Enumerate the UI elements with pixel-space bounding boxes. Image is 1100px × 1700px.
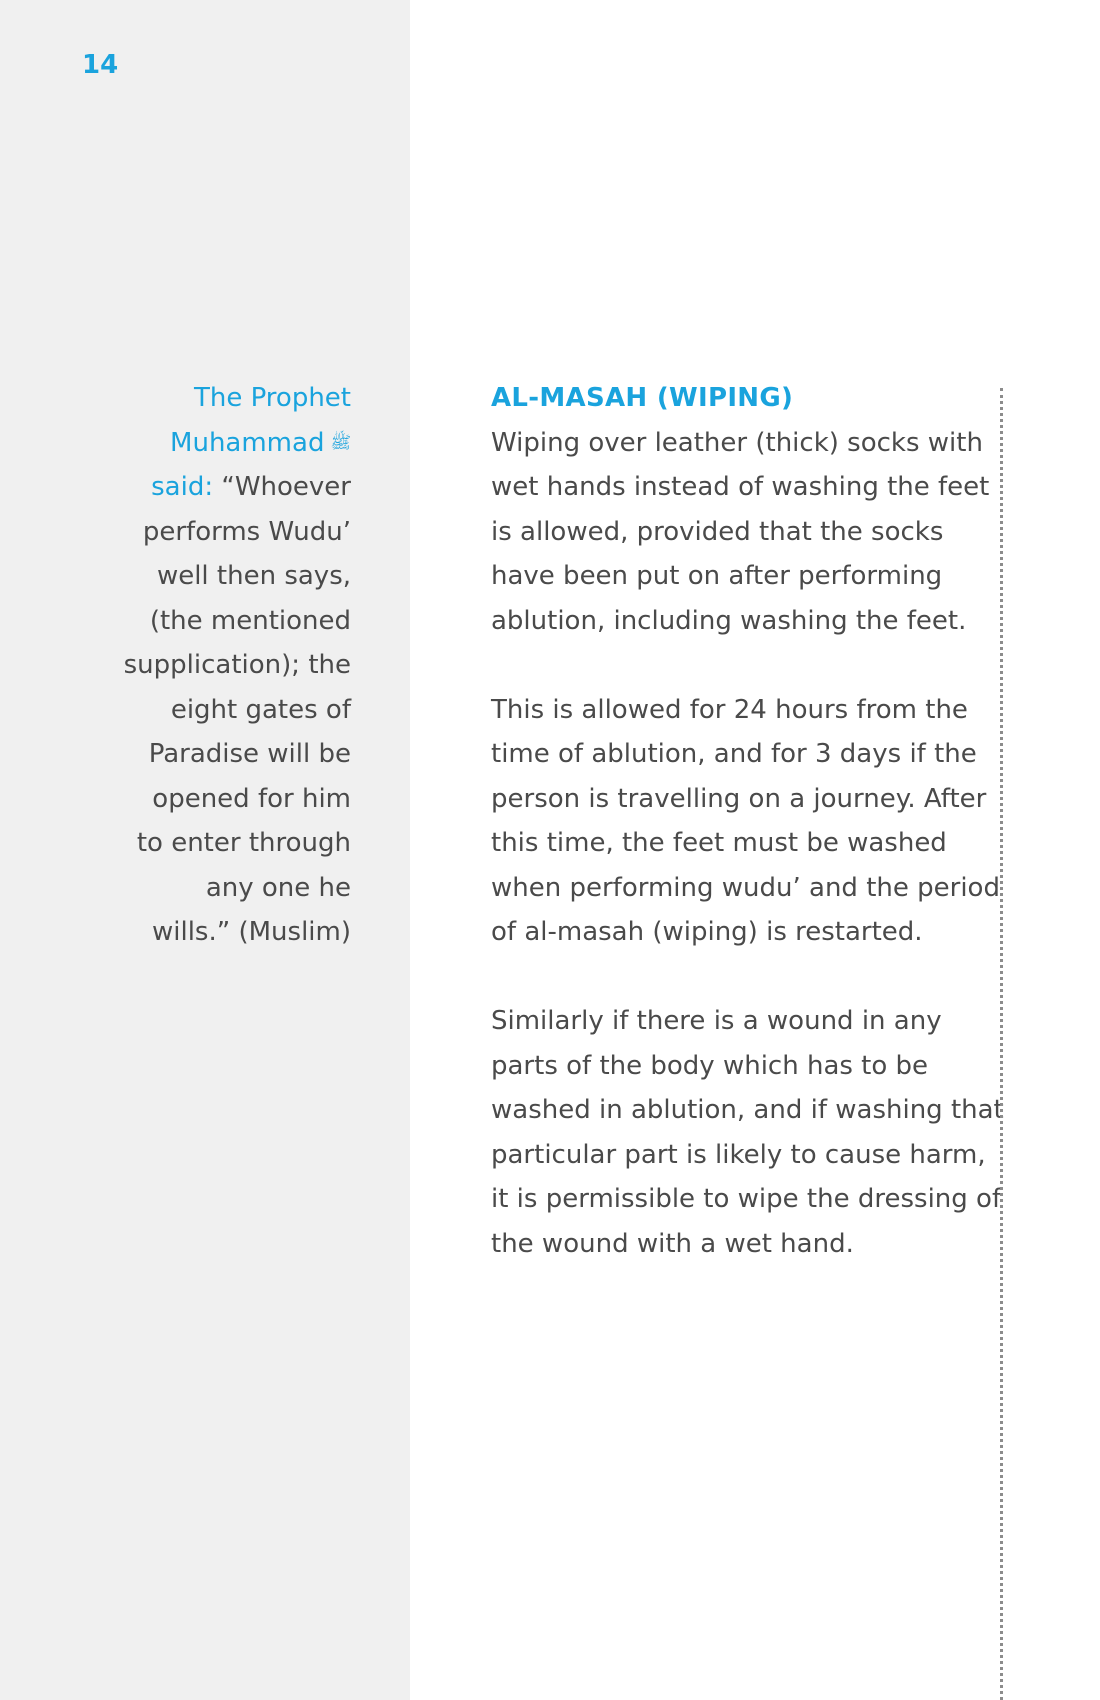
section-heading: AL-MASAH (WIPING) [491,383,794,413]
quote-attribution: The Prophet Muhammad [170,383,351,458]
quote-body: “Whoever performs Wudu’ well then says, (the mentioned supplication); the eight gates of Paradise will be opened for him to enter through any one he wills.” (Muslim) [123,472,351,948]
paragraph-duration: This is allowed for 24 hours from the time of ablution, and for 3 days if the person is travelling on a journey. After this time, the feet must be washed when performing wudu’ and the period of al-masah (wiping) is restarted. [491,694,1000,947]
dotted-divider [1000,388,1003,1700]
paragraph-wiping-socks: Wiping over leather (thick) socks with wet hands instead of washing the feet is allowed, provided that the socks have been put on after performing ablution, including washing the feet. [491,427,990,636]
said-label: said: [151,472,214,503]
pbuh-symbol: ﷺ [330,432,351,453]
main-content [491,376,1011,1311]
paragraph-wound-dressing: Similarly if there is a wound in any parts of the body which has to be washed in ablution, and if washing that particular part is likely to cause harm, it is permissible to wipe the dressing of the wound with a wet hand. [491,1006,1004,1259]
page-number: 14 [82,50,119,80]
hadith-quote [120,376,351,955]
